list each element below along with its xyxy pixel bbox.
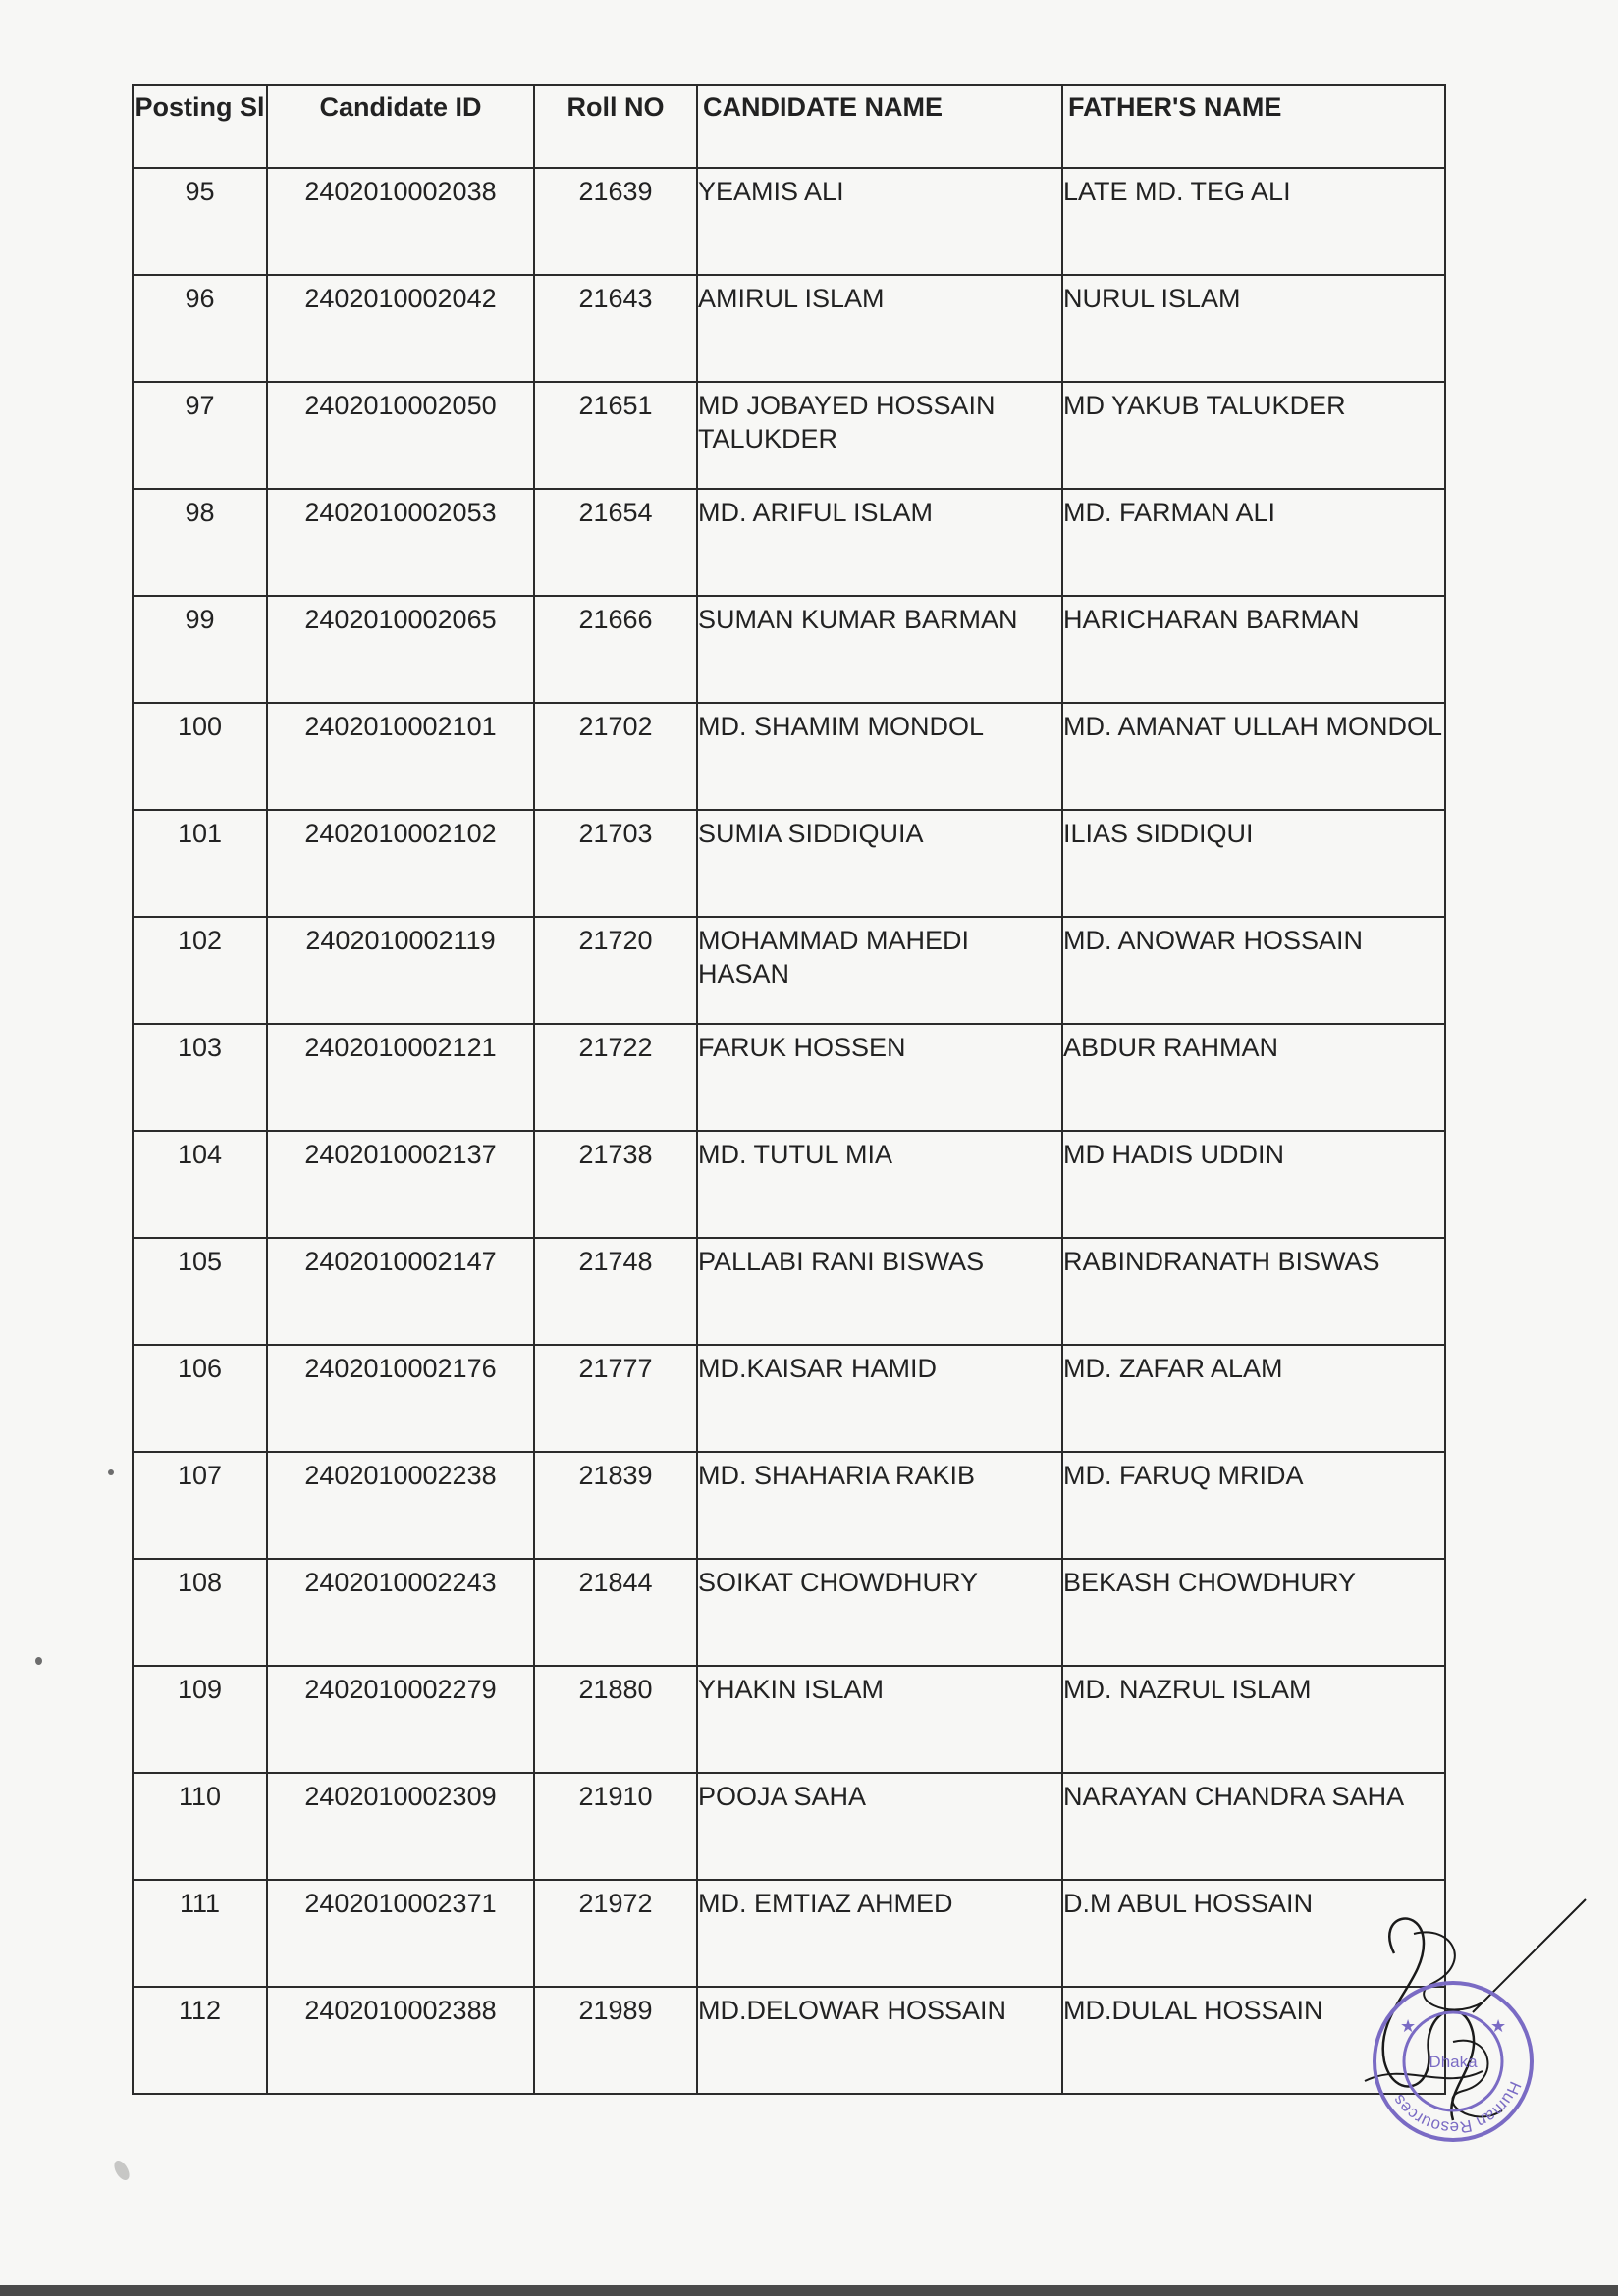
cell-fathers-name: MD YAKUB TALUKDER xyxy=(1062,382,1445,489)
cell-posting-sl: 96 xyxy=(133,275,267,382)
cell-fathers-name: BEKASH CHOWDHURY xyxy=(1062,1559,1445,1666)
cell-roll-no: 21777 xyxy=(534,1345,697,1452)
scan-edge xyxy=(0,2285,1618,2296)
scan-speck xyxy=(35,1657,42,1665)
header-fathers-name: FATHER'S NAME xyxy=(1062,85,1445,168)
cell-candidate-name: YEAMIS ALI xyxy=(697,168,1062,275)
cell-candidate-name: FARUK HOSSEN xyxy=(697,1024,1062,1131)
table-row xyxy=(133,917,1445,1024)
cell-candidate-id: 2402010002102 xyxy=(267,810,534,917)
cell-roll-no: 21738 xyxy=(534,1131,697,1238)
cell-candidate-id: 2402010002309 xyxy=(267,1773,534,1880)
cell-posting-sl: 107 xyxy=(133,1452,267,1559)
cell-candidate-id: 2402010002121 xyxy=(267,1024,534,1131)
cell-roll-no: 21643 xyxy=(534,275,697,382)
cell-roll-no: 21989 xyxy=(534,1987,697,2094)
cell-posting-sl: 95 xyxy=(133,168,267,275)
cell-candidate-id: 2402010002065 xyxy=(267,596,534,703)
cell-roll-no: 21654 xyxy=(534,489,697,596)
cell-candidate-name: MD. EMTIAZ AHMED xyxy=(697,1880,1062,1987)
cell-candidate-id: 2402010002053 xyxy=(267,489,534,596)
cell-roll-no: 21972 xyxy=(534,1880,697,1987)
cell-roll-no: 21651 xyxy=(534,382,697,489)
cell-fathers-name: LATE MD. TEG ALI xyxy=(1062,168,1445,275)
cell-posting-sl: 101 xyxy=(133,810,267,917)
cell-fathers-name: MD.DULAL HOSSAIN xyxy=(1062,1987,1445,2094)
seal-star-icon: ★ xyxy=(1490,2016,1507,2036)
table-row xyxy=(133,382,1445,489)
cell-candidate-id: 2402010002238 xyxy=(267,1452,534,1559)
cell-fathers-name: RABINDRANATH BISWAS xyxy=(1062,1238,1445,1345)
table-row xyxy=(133,1452,1445,1559)
table-row xyxy=(133,1024,1445,1131)
cell-candidate-name: MD. SHAMIM MONDOL xyxy=(697,703,1062,810)
table-row xyxy=(133,1666,1445,1773)
cell-candidate-id: 2402010002279 xyxy=(267,1666,534,1773)
table-row xyxy=(133,1987,1445,2094)
cell-posting-sl: 110 xyxy=(133,1773,267,1880)
cell-fathers-name: MD HADIS UDDIN xyxy=(1062,1131,1445,1238)
cell-candidate-name: MD. TUTUL MIA xyxy=(697,1131,1062,1238)
cell-posting-sl: 109 xyxy=(133,1666,267,1773)
cell-candidate-name: POOJA SAHA xyxy=(697,1773,1062,1880)
cell-candidate-id: 2402010002243 xyxy=(267,1559,534,1666)
table-row xyxy=(133,596,1445,703)
cell-roll-no: 21720 xyxy=(534,917,697,1024)
cell-candidate-id: 2402010002176 xyxy=(267,1345,534,1452)
cell-candidate-name: MD.KAISAR HAMID xyxy=(697,1345,1062,1452)
cell-roll-no: 21748 xyxy=(534,1238,697,1345)
table-row xyxy=(133,810,1445,917)
cell-posting-sl: 112 xyxy=(133,1987,267,2094)
cell-fathers-name: MD. ANOWAR HOSSAIN xyxy=(1062,917,1445,1024)
cell-fathers-name: MD. NAZRUL ISLAM xyxy=(1062,1666,1445,1773)
table-row xyxy=(133,489,1445,596)
table-row xyxy=(133,1131,1445,1238)
table-row xyxy=(133,1559,1445,1666)
office-seal-stamp xyxy=(1365,1973,1541,2150)
cell-roll-no: 21839 xyxy=(534,1452,697,1559)
cell-posting-sl: 100 xyxy=(133,703,267,810)
table-header-row xyxy=(133,85,1445,168)
cell-candidate-id: 2402010002371 xyxy=(267,1880,534,1987)
cell-posting-sl: 105 xyxy=(133,1238,267,1345)
cell-candidate-name: MD. SHAHARIA RAKIB xyxy=(697,1452,1062,1559)
cell-candidate-id: 2402010002147 xyxy=(267,1238,534,1345)
cell-roll-no: 21880 xyxy=(534,1666,697,1773)
candidate-table xyxy=(132,84,1446,2095)
cell-fathers-name: NARAYAN CHANDRA SAHA xyxy=(1062,1773,1445,1880)
cell-candidate-name: MD. ARIFUL ISLAM xyxy=(697,489,1062,596)
cell-posting-sl: 98 xyxy=(133,489,267,596)
seal-star-icon: ★ xyxy=(1400,2016,1417,2036)
scan-speck xyxy=(111,2158,132,2182)
cell-candidate-name: SUMIA SIDDIQUIA xyxy=(697,810,1062,917)
cell-roll-no: 21722 xyxy=(534,1024,697,1131)
cell-candidate-name: SUMAN KUMAR BARMAN xyxy=(697,596,1062,703)
cell-posting-sl: 108 xyxy=(133,1559,267,1666)
table-row xyxy=(133,1345,1445,1452)
cell-candidate-name: MD JOBAYED HOSSAIN TALUKDER xyxy=(697,382,1062,489)
table-row xyxy=(133,168,1445,275)
cell-candidate-name: MOHAMMAD MAHEDI HASAN xyxy=(697,917,1062,1024)
cell-candidate-id: 2402010002119 xyxy=(267,917,534,1024)
cell-posting-sl: 106 xyxy=(133,1345,267,1452)
header-candidate-name: CANDIDATE NAME xyxy=(697,85,1062,168)
cell-posting-sl: 104 xyxy=(133,1131,267,1238)
cell-fathers-name: ABDUR RAHMAN xyxy=(1062,1024,1445,1131)
cell-posting-sl: 111 xyxy=(133,1880,267,1987)
seal-center-text: Dhaka xyxy=(1429,2053,1478,2071)
cell-posting-sl: 97 xyxy=(133,382,267,489)
cell-fathers-name: MD. FARUQ MRIDA xyxy=(1062,1452,1445,1559)
cell-fathers-name: HARICHARAN BARMAN xyxy=(1062,596,1445,703)
cell-posting-sl: 99 xyxy=(133,596,267,703)
table-row xyxy=(133,1238,1445,1345)
cell-roll-no: 21910 xyxy=(534,1773,697,1880)
cell-candidate-id: 2402010002038 xyxy=(267,168,534,275)
cell-candidate-id: 2402010002137 xyxy=(267,1131,534,1238)
cell-posting-sl: 102 xyxy=(133,917,267,1024)
table-row xyxy=(133,275,1445,382)
cell-candidate-id: 2402010002042 xyxy=(267,275,534,382)
scan-speck xyxy=(108,1469,114,1475)
cell-candidate-name: YHAKIN ISLAM xyxy=(697,1666,1062,1773)
cell-fathers-name: MD. ZAFAR ALAM xyxy=(1062,1345,1445,1452)
cell-candidate-id: 2402010002388 xyxy=(267,1987,534,2094)
table-row xyxy=(133,703,1445,810)
cell-candidate-name: PALLABI RANI BISWAS xyxy=(697,1238,1062,1345)
cell-fathers-name: D.M ABUL HOSSAIN xyxy=(1062,1880,1445,1987)
header-candidate-id: Candidate ID xyxy=(267,85,534,168)
header-roll-no: Roll NO xyxy=(534,85,697,168)
table-row xyxy=(133,1880,1445,1987)
cell-candidate-name: MD.DELOWAR HOSSAIN xyxy=(697,1987,1062,2094)
cell-roll-no: 21666 xyxy=(534,596,697,703)
cell-roll-no: 21844 xyxy=(534,1559,697,1666)
cell-candidate-id: 2402010002050 xyxy=(267,382,534,489)
cell-fathers-name: NURUL ISLAM xyxy=(1062,275,1445,382)
cell-fathers-name: ILIAS SIDDIQUI xyxy=(1062,810,1445,917)
seal-ring-text: Human Resources xyxy=(1388,2078,1525,2138)
table-row xyxy=(133,1773,1445,1880)
cell-candidate-id: 2402010002101 xyxy=(267,703,534,810)
cell-posting-sl: 103 xyxy=(133,1024,267,1131)
cell-candidate-name: AMIRUL ISLAM xyxy=(697,275,1062,382)
cell-roll-no: 21639 xyxy=(534,168,697,275)
header-posting-sl: Posting Sl xyxy=(133,85,267,168)
cell-fathers-name: MD. FARMAN ALI xyxy=(1062,489,1445,596)
cell-candidate-name: SOIKAT CHOWDHURY xyxy=(697,1559,1062,1666)
cell-fathers-name: MD. AMANAT ULLAH MONDOL xyxy=(1062,703,1445,810)
cell-roll-no: 21702 xyxy=(534,703,697,810)
cell-roll-no: 21703 xyxy=(534,810,697,917)
